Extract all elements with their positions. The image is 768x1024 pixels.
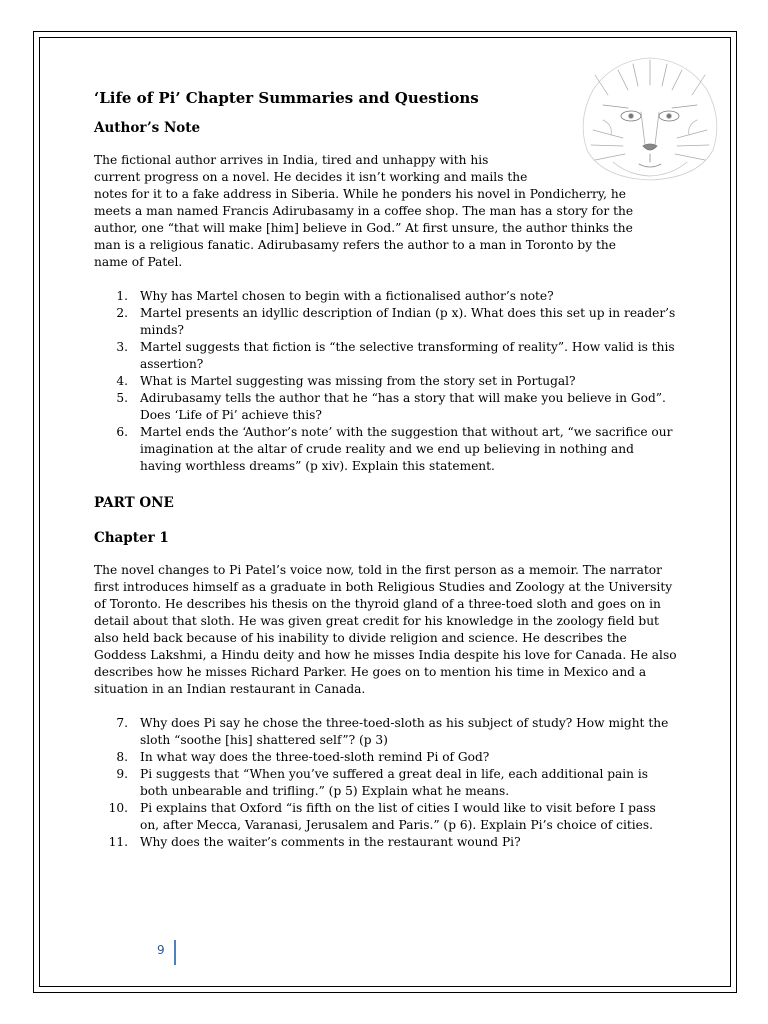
question-number: 7.: [116, 716, 128, 730]
summary-line: The fictional author arrives in India, tired and unhappy with his: [94, 153, 489, 167]
question-number: 2.: [116, 306, 128, 320]
question-number: 10.: [108, 801, 128, 815]
question-item: [94, 749, 678, 766]
summary-line: man is a religious fanatic. Adirubasamy refers the author to a man in Toronto by the: [94, 238, 616, 252]
question-item: [94, 373, 678, 390]
question-item: [94, 424, 678, 475]
question-text: Pi suggests that “When you’ve suffered a great deal in life, each additional pain is both unbearable and trifling.” (p 5) Explain what he means.: [140, 767, 649, 798]
document-body: [94, 85, 678, 851]
authors-note-questions: [94, 288, 678, 475]
question-text: Why does Pi say he chose the three-toed-sloth as his subject of study? How might the sloth “soothe [his] shattered self”? (p 3): [140, 716, 669, 747]
summary-line: notes for it to a fake address in Siberia. While he ponders his novel in Pondicherry, he: [94, 187, 626, 201]
question-item: [94, 288, 678, 305]
chapter-1-heading: Chapter 1: [94, 530, 169, 546]
summary-line: meets a man named Francis Adirubasamy in a coffee shop. The man has a story for the: [94, 204, 634, 218]
summary-line: author, one “that will make [him] believe in God.” At first unsure, the author thinks the: [94, 221, 633, 235]
question-item: [94, 339, 678, 373]
question-text: What is Martel suggesting was missing from the story set in Portugal?: [140, 374, 576, 388]
question-number: 11.: [108, 835, 128, 849]
summary-line: current progress on a novel. He decides it isn’t working and mails the: [94, 170, 528, 184]
authors-note-summary: [94, 152, 678, 271]
part-one-heading: PART ONE: [94, 495, 174, 511]
question-item: [94, 834, 678, 851]
question-item: [94, 390, 678, 424]
question-text: Martel presents an idyllic description of Indian (p x). What does this set up in reader’s minds?: [140, 306, 676, 337]
document-title: ‘Life of Pi’ Chapter Summaries and Questions: [94, 89, 479, 107]
question-number: 6.: [116, 425, 128, 439]
page-number: 9: [157, 943, 165, 957]
question-text: Why does the waiter’s comments in the restaurant wound Pi?: [140, 835, 521, 849]
question-item: [94, 766, 678, 800]
chapter-1-summary: The novel changes to Pi Patel’s voice now, told in the first person as a memoir. The narrator first introduces himself as a graduate in both Religious Studies and Zoology at the University of Toronto. He describes his thesis on the thyroid gland of a three-toed sloth and goes on in detail about that sloth. He was given great credit for his knowledge in the zoology field but also held back because of his inability to divide religion and science. He describes the Goddess Lakshmi, a Hindu deity and how he misses India despite his love for Canada. He also describes how he misses Richard Parker. He goes on to mention his time in Mexico and a situation in an Indian restaurant in Canada.: [94, 563, 677, 696]
question-item: [94, 800, 678, 834]
question-text: Pi explains that Oxford “is fifth on the list of cities I would like to visit before I pass on, after Mecca, Varanasi, Jerusalem and Paris.” (p 6). Explain Pi’s choice of cities.: [140, 801, 656, 832]
page-number-divider: [174, 940, 176, 965]
authors-note-heading: Author’s Note: [94, 120, 201, 136]
chapter-1-questions: [94, 715, 678, 851]
question-text: Adirubasamy tells the author that he “has a story that will make you believe in God”. Does ‘Life of Pi’ achieve this?: [140, 391, 666, 422]
question-number: 8.: [116, 750, 128, 764]
question-number: 3.: [116, 340, 128, 354]
question-text: Why has Martel chosen to begin with a fictionalised author’s note?: [140, 289, 554, 303]
question-number: 9.: [116, 767, 128, 781]
question-number: 1.: [116, 289, 128, 303]
question-item: [94, 715, 678, 749]
question-text: In what way does the three-toed-sloth remind Pi of God?: [140, 750, 490, 764]
question-number: 4.: [116, 374, 128, 388]
summary-line: name of Patel.: [94, 255, 183, 269]
question-item: [94, 305, 678, 339]
question-number: 5.: [116, 391, 128, 405]
question-text: Martel suggests that fiction is “the selective transforming of reality”. How valid is this assertion?: [140, 340, 675, 371]
question-text: Martel ends the ‘Author’s note’ with the suggestion that without art, “we sacrifice our imagination at the altar of crude reality and we end up believing in nothing and having worthless dreams” (p xiv). Explain this statement.: [140, 425, 673, 473]
